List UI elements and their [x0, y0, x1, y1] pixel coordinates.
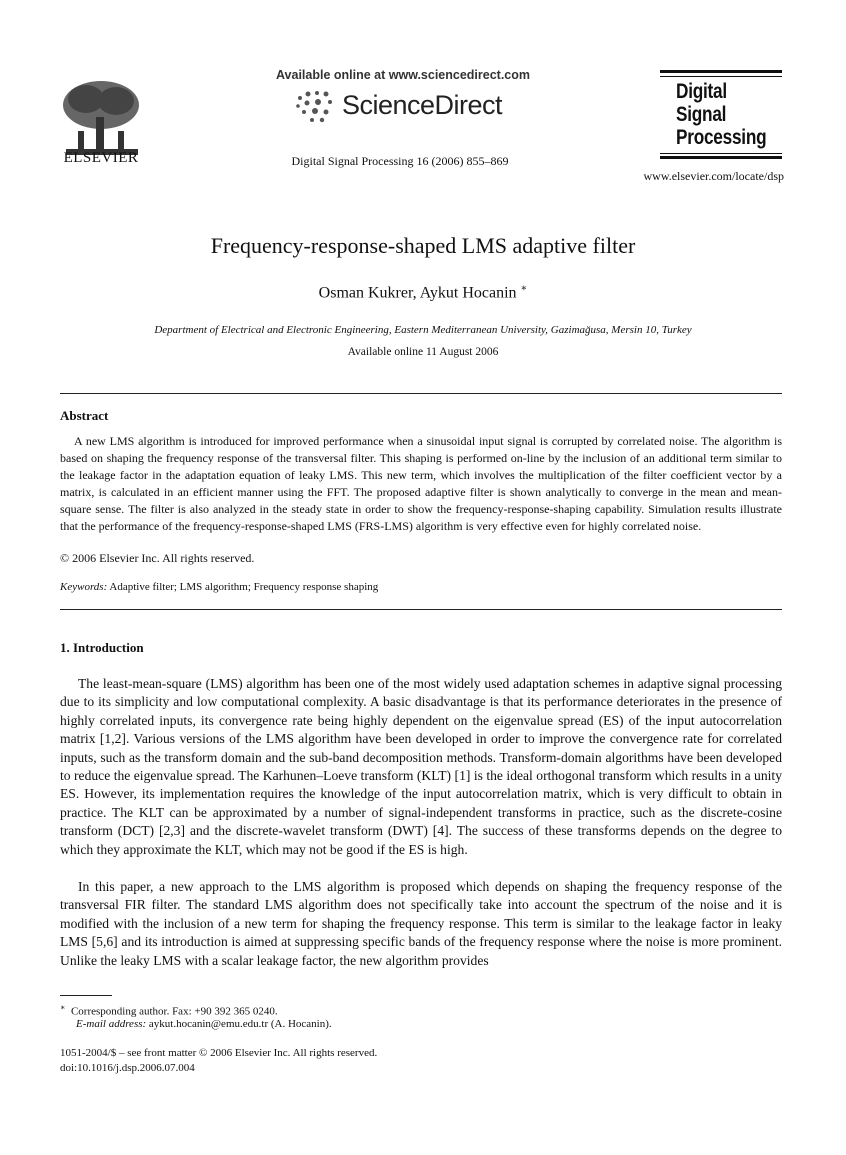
publisher-name: ELSEVIER — [63, 150, 139, 166]
intro-paragraph-1: The least-mean-square (LMS) algorithm has been one of the most widely used adaptation schemes in adaptive signal processing due to its simplicity and low computational complexity. A basic disadvantage is that its performance deteriorates in the presence of highly correlated inputs, its convergence rate being highly dependent on the eigenvalue spread (ES) of the input autocorrelation matrix [1,2]. Various versions of the LMS algorithm have been developed in order to improve the convergence rate for correlated inputs, such as the transform domain and the sub-band decomposition methods. Transform-domain algorithms have been developed to reduce the eigenvalue spread. The Karhunen–Loeve transform (KLT) [1] is the ideal orthogonal transform which results in a unity ES. However, its implementation requires the knowledge of the input autocorrelation matrix, which is very difficult to obtain in practice. The KLT can be approximated by a number of signal-independent transforms in practice, such as the discrete-cosine transform (DCT) [2,3] and the discrete-wavelet transform (DWT) [4]. The success of these transforms depends on the degree to which they approximate the KLT, which may not be good if the ES is high. — [60, 676, 782, 857]
footnote-corresponding-text: Corresponding author. Fax: +90 392 365 0240. — [70, 1005, 278, 1018]
journal-reference: Digital Signal Processing 16 (2006) 855–869 — [291, 154, 509, 168]
author-list — [0, 283, 846, 302]
abstract-heading: Abstract — [60, 408, 109, 423]
corresponding-author-mark[interactable]: ∗ — [520, 283, 528, 294]
abstract-text: A new LMS algorithm is introduced for improved performance when a sinusoidal input signal is corrupted by correlated noise. The algorithm is based on shaping the frequency response of the transversal filter. This shaping is performed on-line by the inclusion of an additional term similar to the leakage factor in the adaptation equation of leaky LMS. This new term, which involves the multiplication of the filter coefficient vector by a matrix, is calculated in an efficient manner using the FFT. The proposed adaptive filter is shown analytically to converge in the mean and mean-square sense. The filter is also analyzed in the steady state in order to show the frequency-response-shaping capability. Simulation results illustrate that the performance of the frequency-response-shaped LMS (FRS-LMS) algorithm is very effective even for highly correlated noise. — [60, 434, 782, 533]
keywords-line — [60, 581, 378, 593]
doi[interactable]: doi:10.1016/j.dsp.2006.07.004 — [60, 1062, 195, 1074]
journal-logo-line: Signal — [676, 103, 727, 126]
journal-url[interactable]: www.elsevier.com/locate/dsp — [643, 169, 784, 183]
footnote-email — [76, 1018, 332, 1030]
divider — [60, 393, 782, 394]
journal-logo-line: Digital — [676, 80, 727, 103]
journal-logo-rule — [660, 156, 782, 159]
journal-logo-line: Processing — [676, 126, 767, 149]
journal-logo-rule — [660, 153, 782, 154]
keywords-label: Keywords: — [60, 581, 108, 593]
footnote-rule — [60, 995, 112, 996]
section-heading-introduction: 1. Introduction — [60, 640, 144, 655]
footnote-mark: ∗ — [60, 1003, 66, 1012]
footnote-corresponding — [60, 1003, 278, 1018]
article-title: Frequency-response-shaped LMS adaptive filter — [210, 233, 636, 258]
front-matter-issn: 1051-2004/$ – see front matter © 2006 Elsevier Inc. All rights reserved. — [60, 1047, 378, 1059]
authors-text: Osman Kukrer, Aykut Hocanin — [318, 284, 517, 302]
keywords-value: Adaptive filter; LMS algorithm; Frequency response shaping — [109, 581, 379, 593]
divider — [60, 609, 782, 610]
sciencedirect-dots-icon — [290, 88, 340, 128]
journal-logo-rule — [660, 76, 782, 77]
available-online-line: Available online at www.sciencedirect.com — [275, 68, 531, 82]
email-address[interactable]: aykut.hocanin@emu.edu.tr (A. Hocanin). — [148, 1018, 332, 1030]
email-label: E-mail address: — [76, 1018, 147, 1030]
journal-logo-rule — [660, 70, 782, 73]
abstract-copyright: © 2006 Elsevier Inc. All rights reserved. — [60, 551, 255, 565]
available-online-date: Available online 11 August 2006 — [347, 346, 499, 358]
sciencedirect-wordmark: ScienceDirect — [342, 90, 503, 120]
affiliation: Department of Electrical and Electronic Engineering, Eastern Mediterranean University, Gazimağusa, Mersin 10, Turkey — [154, 324, 692, 336]
intro-paragraph-2: In this paper, a new approach to the LMS algorithm is proposed which depends on shaping the frequency response of the transversal FIR filter. The standard LMS algorithm does not specifically take into account the spectrum of the noise and it is modified with the inclusion of a new term for shaping the frequency response. This term is similar to the leakage factor in leaky LMS [5,6] and its introduction is aimed at suppressing specific bands of the frequency response where the noise is more prominent. Unlike the leaky LMS with a scalar leakage factor, the new algorithm provides — [60, 879, 782, 968]
sciencedirect-logo — [290, 88, 530, 128]
